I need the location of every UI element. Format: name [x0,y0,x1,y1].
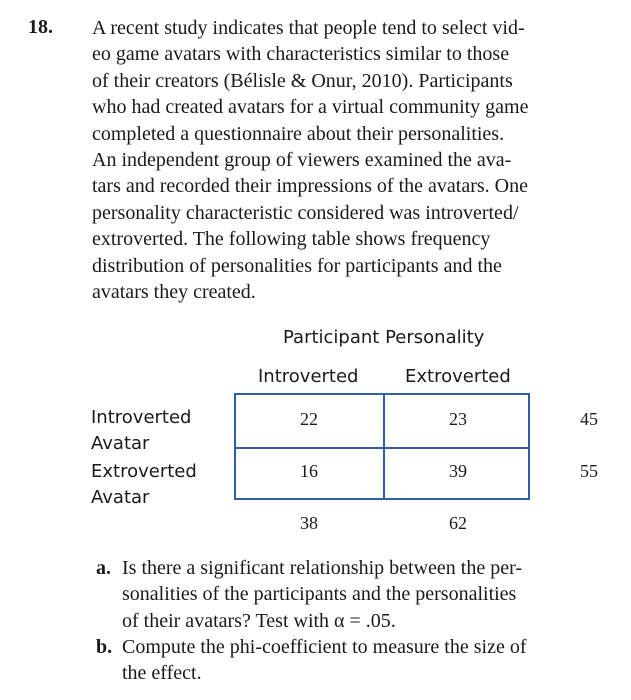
part-b-text [122,634,622,687]
row-label-extroverted-avatar [91,459,197,511]
question-text [92,15,612,305]
question-line: of their creators (Bélisle & Onur, 2010). Participants [92,69,513,92]
row-label-line: Avatar [91,433,150,454]
table-cell: 23 [449,409,467,429]
row-total: 45 [580,409,598,429]
question-line: who had created avatars for a virtual community game [92,96,529,119]
part-line: the effect. [122,662,202,685]
part-line: Is there a significant relationship between the per- [122,557,522,579]
table-cell: 16 [300,461,318,481]
question-line: A recent study indicates that people tend to select vid- [92,17,525,39]
grid-divider-horizontal [236,447,528,449]
row-label-introverted-avatar [91,405,191,457]
question-number: 18. [28,16,53,38]
part-a-text [122,555,622,634]
column-total: 38 [300,513,318,533]
question-line: personality characteristic considered was introverted/ [92,201,519,224]
column-total: 62 [449,513,467,533]
part-line: Compute the phi-coefficient to measure the size of [122,636,527,658]
part-line: sonalities of the participants and the personalities [122,583,517,606]
row-total: 55 [580,461,598,481]
question-line: distribution of personalities for participants and the [92,254,502,277]
row-label-line: Extroverted [91,461,197,482]
frequency-table-grid [234,393,530,500]
question-line: An independent group of viewers examined the ava- [92,149,512,172]
question-line: extroverted. The following table shows frequency [92,228,491,251]
part-b-letter: b. [96,636,113,658]
row-label-line: Avatar [91,487,150,508]
row-label-line: Introverted [91,407,192,428]
part-a-letter: a. [96,557,111,579]
question-line: completed a questionnaire about their personalities. [92,122,505,145]
column-header-extroverted: Extroverted [405,366,511,387]
table-cell: 22 [300,409,318,429]
table-title: Participant Personality [283,327,485,348]
question-line: avatars they created. [92,281,256,304]
question-line: tars and recorded their impressions of the avatars. One [92,175,528,198]
part-line: of their avatars? Test with α = .05. [122,609,396,632]
question-line: eo game avatars with characteristics similar to those [92,43,510,66]
column-header-introverted: Introverted [258,366,359,387]
table-cell: 39 [449,461,467,481]
